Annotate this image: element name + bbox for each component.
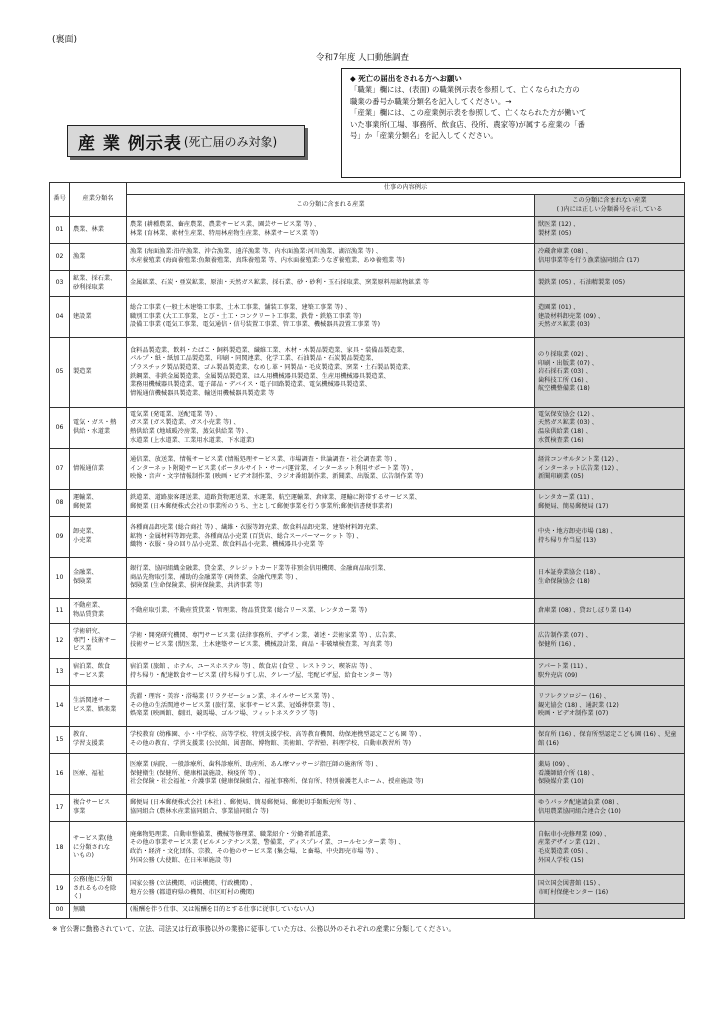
row-category: 教育、 学習支援業 [70,727,127,754]
notice-line: 号」か「産業分類名」を記入してください。 [350,131,498,141]
row-included: 農業 (耕種農業、畜産農業、農業サービス業、園芸サービス業 等) 、 林業 (育林業、素材生産業、特用林産物生産業、林業サービス業 等) [127,217,535,244]
row-category: 農業、林業 [70,217,127,244]
table-row [50,659,685,686]
row-category: 無職 [70,903,127,918]
table-row [50,244,685,271]
row-category: 電気・ガス・熱 供給・水道業 [70,408,127,449]
row-category: サービス業(他 に分類されな いもの) [70,822,127,875]
table-heading [67,125,305,157]
row-included: 銀行業、協同組織金融業、貸金業、クレジットカード業等非預金信用機関、金融商品取引業、 商品先物取引業、補助的金融業等 (両替業、金融代理業 等) 、 保険業 (生命保険業、損害保険業、共済事業 等) [127,558,535,599]
row-excluded: 広告制作業 (07) 、 保健所 (16) 、 [535,624,685,659]
row-included: 鉄道業、道路旅客運送業、道路貨物運送業、水運業、航空運輸業、倉庫業、運輸に附帯するサービス業、 郵便業 (日本郵便株式会社の事業所のうち、主として郵便事業を行う事業所;郵便信書便事業者) [127,490,535,517]
notice-line: 「産業」欄には、この産業例示表を参照して、亡くなられた方が働いて [350,108,587,118]
row-included: 郵便局 (日本郵便株式会社 (本社) 、郵便局、簡易郵便局、郵便切手類販売所 等) 、 協同組合 (農林水産業協同組合、事業協同組合 等) [127,795,535,822]
row-included: 洗濯・理容・美容・浴場業 (リラクゼーション業、ネイルサービス業 等) 、 その他の生活関連サービス業 (旅行業、家事サービス業、冠婚葬祭業 等) 、 娯楽業 (映画館、劇団、競馬場、ゴルフ場、フィットネスクラブ 等) [127,686,535,727]
row-excluded: 経営コンサルタント業 (12) 、 インターネット広告業 (12) 、 新聞印刷業 (05) [535,449,685,490]
table-row [50,490,685,517]
row-number: 06 [50,408,70,449]
row-number: 02 [50,244,70,271]
row-included: 各種商品卸売業 (総合商社 等) 、繊維・衣服等卸売業、飲食料品卸売業、建築材料卸売業、 鉱物・金属材料等卸売業、各種商品小売業 (百貨店、総合スーパーマーケット 等) 、 織物・衣服・身の回り品小売業、飲食料品小売業、機械器具小売業 等 [127,517,535,558]
row-category: 鉱業、採石業、 砂利採取業 [70,271,127,297]
row-number: 05 [50,338,70,408]
heading-sub: (死亡届のみ対象) [183,134,278,149]
row-excluded: レンタカー業 (11) 、 郵便局、簡易郵便局 (17) [535,490,685,517]
notice-line: 職業の番号か職業分類名を記入してください。→ [350,96,512,106]
header-excluded-line2: ( )内には正しい分類番号を示している [556,205,663,213]
table-row [50,599,685,624]
table-row [50,903,685,918]
row-number: 03 [50,271,70,297]
table-row [50,558,685,599]
table-row [50,408,685,449]
table-row [50,217,685,244]
row-number: 11 [50,599,70,624]
notice-box [341,68,681,178]
survey-title: 令和7年度 人口動態調査 [315,53,410,63]
header-content: 仕事の内容例示 [127,183,685,195]
row-category: 運輸業、 郵便業 [70,490,127,517]
row-category: 学術研究、 専門・技術サー ビス業 [70,624,127,659]
header-excluded-line1: この分類に含まれない産業 [572,196,647,204]
row-excluded: 冷蔵倉庫業 (08) 、 信用事業等を行う漁業協同組合 (17) [535,244,685,271]
row-number: 07 [50,449,70,490]
row-excluded: 自転車小売修理業 (09) 、 産業デザイン業 (12) 、 毛皮製造業 (05) 、 外国人学校 (15) [535,822,685,875]
row-category: 製造業 [70,338,127,408]
row-excluded: 電気保安協会 (12) 、 天然ガス鉱業 (03) 、 温泉供給業 (18) 、 水質検査業 (16) [535,408,685,449]
row-excluded: 中央・地方卸売市場 (18) 、 持ち帰り弁当屋 (13) [535,517,685,558]
table-row [50,754,685,795]
notice-heading: ◆ 死亡の届出をされる方へお願い [350,74,462,83]
row-included: 通信業、放送業、情報サービス業 (情報処理サービス業、市場調査・世論調査・社会調査業 等) 、 インターネット附随サービス業 (ポータルサイト・サーバ運営業、インターネット利用サポート業 等) 、 映像・音声・文字情報制作業 (映画・ビデオ制作業、ラジオ番組制作業、新聞業、出版業、広告制作業 等) [127,449,535,490]
page-side-label: (裏面) [52,35,78,45]
notice-line: 「職業」欄には、(表面) の職業例示表を参照して、亡くなられた方の [350,85,580,95]
row-number: 09 [50,517,70,558]
row-included: 総合工事業 (一般土木建築工事業、土木工事業、舗装工事業、建築工事業 等) 、 職別工事業 (大工工事業、とび・土工・コンクリート工事業、鉄骨・鉄筋工事業 等) 設備工事業 (電気工事業、電気通信・信号装置工事業、管工事業、機械器具設置工事業 等) [127,297,535,338]
row-number: 16 [50,754,70,795]
row-included: 宿泊業 (旅館 、ホテル、ユースホステル 等) 、飲食店 (食堂 、レストラン、喫茶店 等) 、 持ち帰り・配達飲食サービス業 (持ち帰りすし店、クレープ屋、宅配ピザ屋、給食センター 等) [127,659,535,686]
row-excluded: リフレクソロジー (16) 、 観光協会 (18) 、通訳業 (12) 映画・ビデオ制作業 (07) [535,686,685,727]
row-included: 食料品製造業、飲料・たばこ・飼料製造業、繊維工業、木材・木製品製造業、家具・装備品製造業、 パルプ・紙・紙加工品製造業、印刷・同関連業、化学工業、石油製品・石炭製品製造業、 プラスチック製品製造業、ゴム製品製造業、なめし革・同製品・毛皮製造業、窯業・土石製品製造業、 鉄鋼業、非鉄金属製造業、金属製品製造業、はん用機械器具製造業、生産用機械器具製造業、 業務用機械器具製造業、電子部品・デバイス・電子回路製造業、電気機械器具製造業、 情報通信機械器具製造業、輸送用機械器具製造業 等 [127,338,535,408]
notice-line: いた事業所(工場、事務所、飲食店、役所、農家等)が属する産業の「番 [350,119,585,129]
row-number: 19 [50,875,70,904]
row-excluded [535,903,685,918]
row-included: 学術・開発研究機関、専門サービス業 (法律事務所、デザイン業、著述・芸術家業 等) 、広告業、 技術サービス業 (獣医業、土木建築サービス業、機械設計業、商品・非破壊検査業、写真業 等) [127,624,535,659]
row-category: 建設業 [70,297,127,338]
row-number: 04 [50,297,70,338]
row-number: 18 [50,822,70,875]
table-row [50,271,685,297]
row-included: 電気業 (発電業、送配電業 等) 、 ガス業 (ガス製造業、ガス小売業 等) 、 熱供給業 (地域暖冷房業、蒸気供給業 等) 、 水道業 (上水道業、工業用水道業、下水道業) [127,408,535,449]
industry-example-table [49,182,685,919]
row-excluded: 日本証券業協会 (18) 、 生命保険協会 (18) [535,558,685,599]
row-number: 14 [50,686,70,727]
row-number: 01 [50,217,70,244]
row-category: 不動産業、 物品賃貸業 [70,599,127,624]
table-row [50,875,685,904]
table-row [50,686,685,727]
row-number: 08 [50,490,70,517]
table-row [50,624,685,659]
row-excluded: 造園業 (01) 、 建設材料卸売業 (09) 、 天然ガス鉱業 (03) [535,297,685,338]
row-category: 生活関連サー ビス業、娯楽業 [70,686,127,727]
row-included: 不動産取引業、不動産賃貸業・管理業、物品賃貸業 (総合リース業、レンタカー業 等) [127,599,535,624]
row-included: 国家公務 (立法機関、司法機関、行政機関) 、 地方公務 (都道府県の機関、市区町村の機関) [127,875,535,904]
row-category: 医療、福祉 [70,754,127,795]
table-row [50,449,685,490]
heading-main: 産 業 例示表 [78,133,182,154]
header-excluded [535,195,685,217]
row-excluded: 製鉄業 (05) 、石油精製業 (05) [535,271,685,297]
row-excluded: 獣医業 (12) 、 製材業 (05) [535,217,685,244]
header-included: この分類に含まれる産業 [127,195,535,217]
row-excluded: 国立国会図書館 (15) 、 市町村保健センター (16) [535,875,685,904]
row-excluded: ゆうパック配達請負業 (08) 、 信用農業協同組合連合会 (10) [535,795,685,822]
row-category: 金融業、 保険業 [70,558,127,599]
row-number: 15 [50,727,70,754]
row-category: 公務(他に分類 されるものを除 く) [70,875,127,904]
row-number: 17 [50,795,70,822]
table-row [50,297,685,338]
table-row [50,517,685,558]
row-included: 金属鉱業、石炭・亜炭鉱業、原油・天然ガス鉱業、採石業、砂・砂利・玉石採取業、窯業原料用鉱物鉱業 等 [127,271,535,297]
row-category: 情報通信業 [70,449,127,490]
row-category: 卸売業、 小売業 [70,517,127,558]
row-included: 医療業 (病院、一般診療所、歯科診療所、助産所、あん摩マッサージ指圧師の施術所 等) 、 保健衛生 (保健所、健康相談施設、検疫所 等) 、 社会保険・社会福祉・介護事業 (健康保険組合、福祉事務所、保育所、特別養護老人ホーム、授産施設 等) [127,754,535,795]
header-number: 番号 [50,183,70,217]
row-excluded: のり採取業 (02) 、 印刷・出版業 (07) 、 岩石採石業 (03) 、 歯科技工所 (16) 、 航空機整備業 (18) [535,338,685,408]
footnote: ※ 官公署に勤務されていて、立法、司法又は行政事務以外の業務に従事していた方は、公務以外のそれぞれの産業に分類してください。 [52,925,456,933]
header-category: 産業分類名 [70,183,127,217]
table-row [50,727,685,754]
row-category: 宿泊業、飲食 サービス業 [70,659,127,686]
row-excluded: アパート業 (11) 、 駅弁売店 (09) [535,659,685,686]
row-category: 漁業 [70,244,127,271]
table-row [50,338,685,408]
row-excluded: 薬局 (09) 、 看護師紹介所 (18) 、 保険媒介業 (10) [535,754,685,795]
row-included: 漁業 (海面漁業:沿岸漁業、沖合漁業、遠洋漁業 等、内水面漁業:河川漁業、湖沼漁業 等) 、 水産養殖業 (海面養殖業:魚類養殖業、真珠養殖業 等、内水面養殖業:うなぎ養殖業、あゆ養殖業 等) [127,244,535,271]
table-row [50,822,685,875]
row-category: 複合サービス 事業 [70,795,127,822]
row-included: (報酬を伴う仕事、又は報酬を目的とする仕事に従事していない人) [127,903,535,918]
row-excluded: 倉庫業 (08) 、貸おしぼり業 (14) [535,599,685,624]
table-row [50,795,685,822]
table-body [50,217,685,919]
row-included: 廃棄物処理業、自動車整備業、機械等修理業、職業紹介・労働者派遣業、 その他の事業サービス業 (ビルメンテナンス業、警備業、ディスプレイ業、コールセンター業 等) 、 政治・経済・文化団体、宗教、その他のサービス業 (集会場、と畜場、中央卸売市場 等) 、 外国公務 (大使館、在日米軍施設 等) [127,822,535,875]
row-excluded: 保育所 (16) 、保育所型認定こども園 (16) 、児童館 (16) [535,727,685,754]
row-number: 00 [50,903,70,918]
row-number: 13 [50,659,70,686]
row-number: 10 [50,558,70,599]
row-number: 12 [50,624,70,659]
row-included: 学校教育 (幼稚園、小・中学校、高等学校、特別支援学校、高等教育機関、幼保連携型認定こども園 等) 、 その他の教育、学習支援業 (公民館、図書館、博物館、美術館、学習塾、料理学校、自動車教習所 等) [127,727,535,754]
